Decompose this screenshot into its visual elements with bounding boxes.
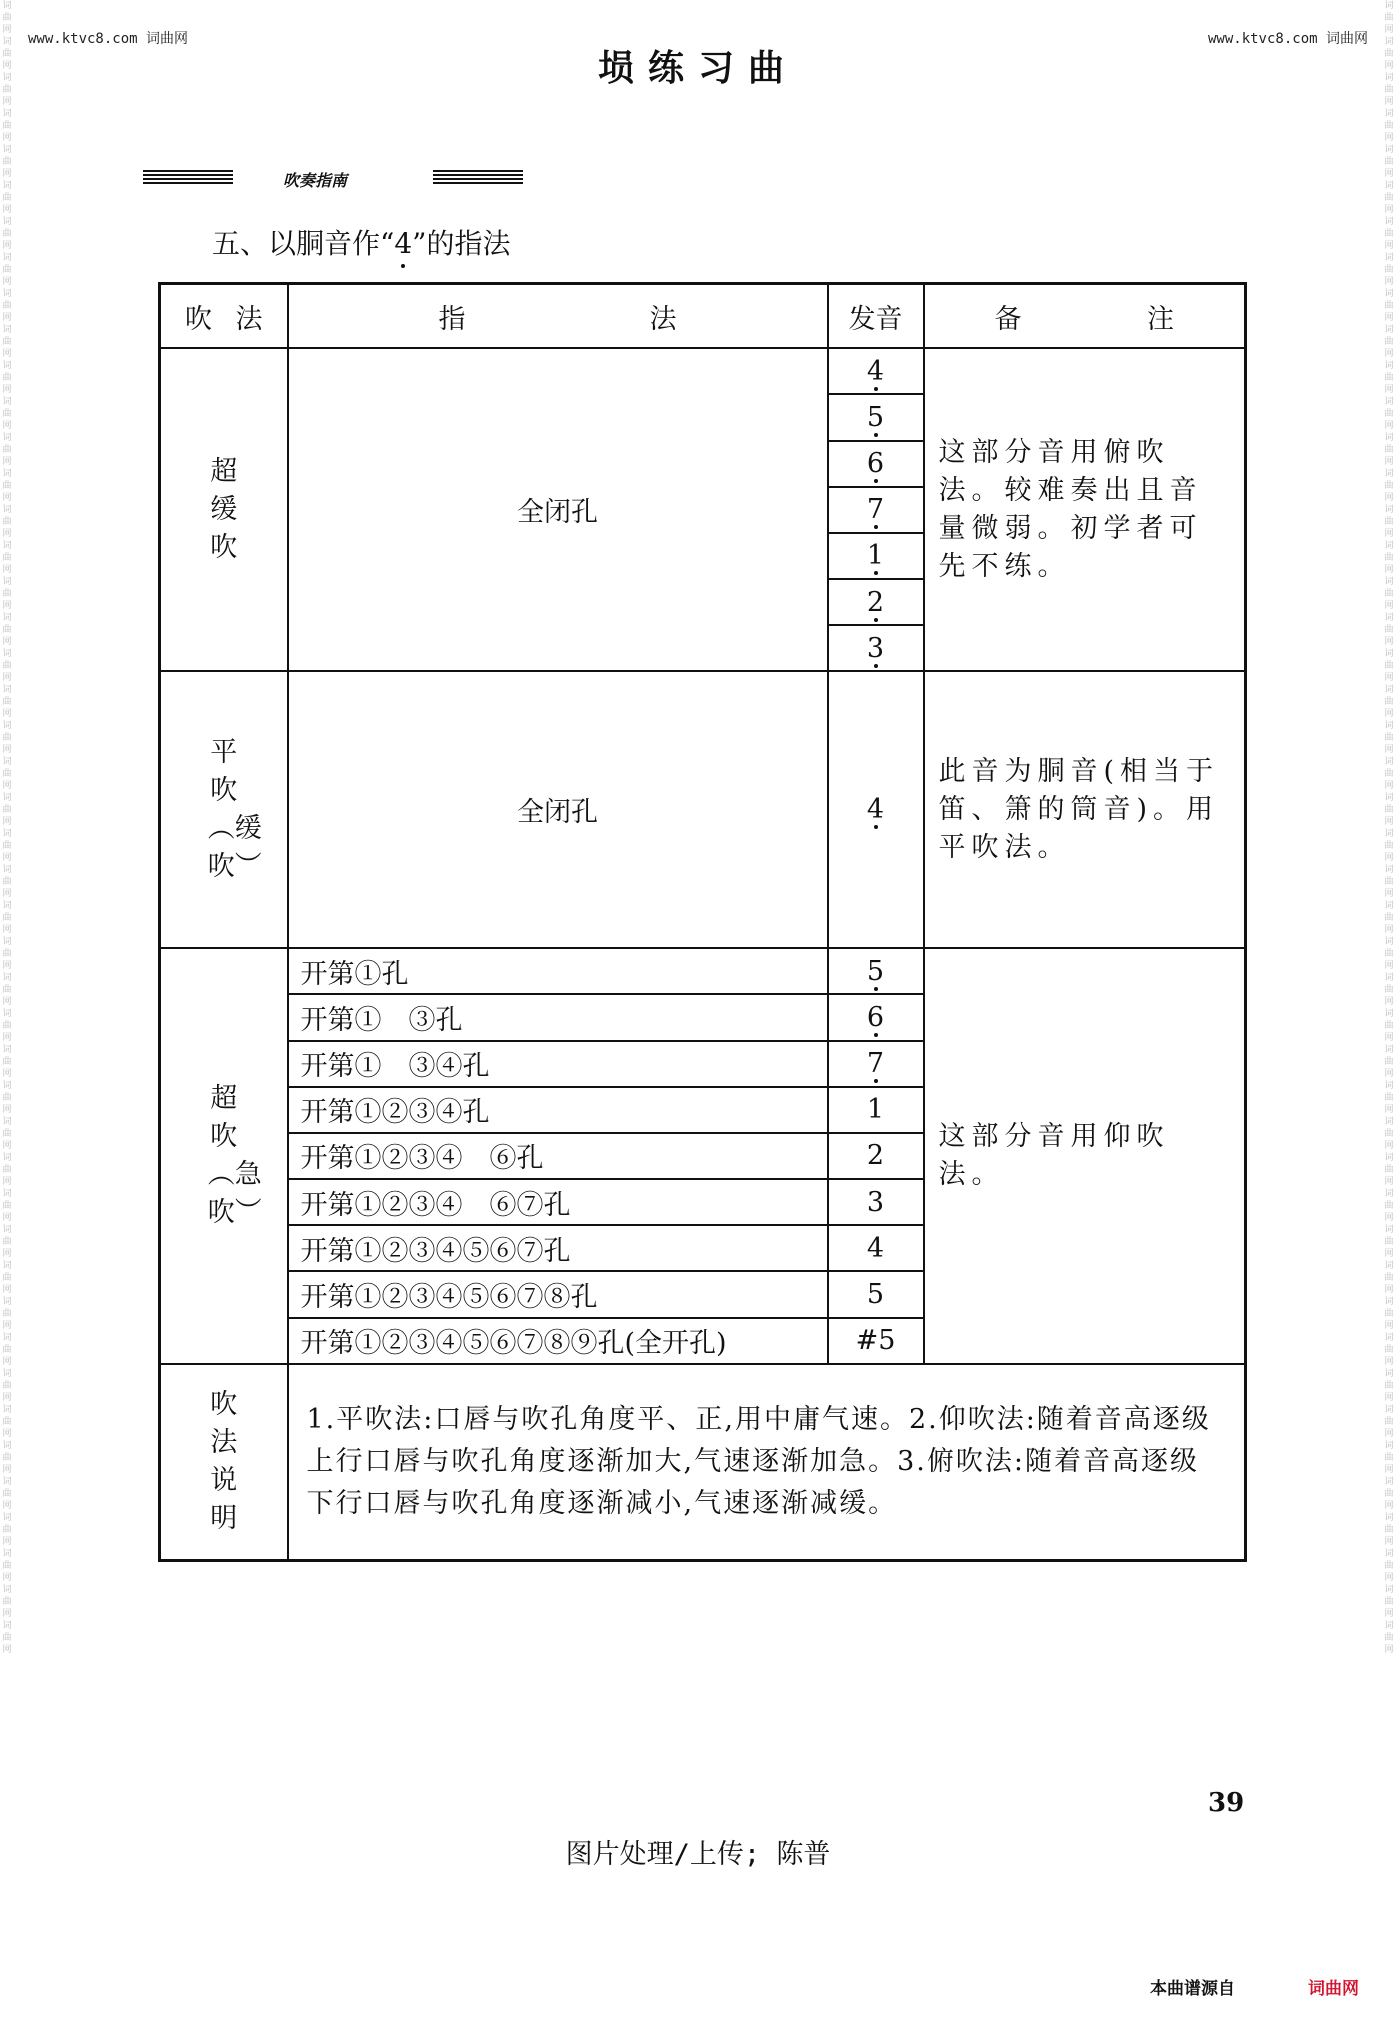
section-label: 吹奏指南 (283, 171, 348, 190)
site-url-right[interactable]: www.ktvc8.com 词曲网 (1207, 31, 1368, 47)
pitch-cell: 1 (828, 1087, 924, 1133)
method-cell: 超吹︵急吹︶ (160, 948, 288, 1363)
method-cell: 平吹︵缓吹︶ (160, 671, 288, 948)
remark-cell: 这部分音用仰吹法。 (924, 948, 1246, 1363)
pitch-cell: 4 (828, 671, 924, 948)
col-remark: 备 注 (924, 284, 1246, 349)
section-heading (212, 222, 510, 262)
source-text: 本曲谱源自 (1150, 1979, 1235, 1999)
pitch-cell: 4 (828, 1225, 924, 1271)
pitch-cell: 3 (828, 1179, 924, 1225)
decorative-lines-left (143, 170, 233, 184)
decorative-lines-right (433, 170, 523, 184)
notes-text: 1.平吹法:口唇与吹孔角度平、正,用中庸气速。2.仰吹法:随着音高逐级上行口唇与吹孔角度逐渐加大,气速逐渐加急。3.俯吹法:随着音高逐级下行口唇与吹孔角度逐渐减小,气速逐渐减缓。 (288, 1364, 1246, 1561)
fingering-cell: 全闭孔 (288, 348, 828, 671)
pitch-cell: 4 (828, 348, 924, 394)
pitch-cell: 6 (828, 441, 924, 487)
pitch-cell: 1 (828, 533, 924, 579)
table-header-row (160, 284, 1246, 349)
site-url-left[interactable]: www.ktvc8.com 词曲网 (28, 31, 189, 47)
method-cell: 超缓吹 (160, 348, 288, 671)
table-row (160, 948, 1246, 994)
pitch-cell: 7 (828, 1041, 924, 1087)
fingering-cell: 开第①②③④⑤⑥⑦⑧孔 (288, 1271, 828, 1317)
table-row (160, 348, 1246, 394)
section-band (143, 168, 523, 188)
fingering-cell: 开第①②③④⑤⑥⑦⑧⑨孔(全开孔) (288, 1318, 828, 1364)
fingering-cell: 开第① ③④孔 (288, 1041, 828, 1087)
pitch-cell: 5 (828, 948, 924, 994)
table-row (160, 1364, 1246, 1561)
pitch-cell: 6 (828, 994, 924, 1040)
table-row (160, 671, 1246, 948)
heading-suffix: ”的指法 (412, 227, 511, 260)
book-title: 埙练习曲 (597, 47, 798, 89)
fingering-cell: 开第①②③④孔 (288, 1087, 828, 1133)
pitch-cell: #5 (828, 1318, 924, 1364)
page-number: 39 (1208, 1788, 1245, 1818)
fingering-cell: 开第①孔 (288, 948, 828, 994)
fingering-cell: 全闭孔 (288, 671, 828, 948)
pitch-cell: 7 (828, 487, 924, 533)
col-fingering: 指 法 (288, 284, 828, 349)
heading-prefix: 五、以胴音作“ (212, 227, 395, 260)
pitch-cell: 5 (828, 394, 924, 440)
fingering-table (158, 282, 1247, 1562)
pitch-cell: 3 (828, 625, 924, 671)
side-watermark-left: 词曲网词曲网词曲网词曲网词曲网词曲网词曲网词曲网词曲网词曲网词曲网词曲网词曲网词曲网词曲网词曲网词曲网词曲网词曲网词曲网词曲网词曲网词曲网词曲网词曲网词曲网词曲网词曲网词曲网词曲网词曲网词曲网词曲网词曲网词曲网词曲网词曲网词曲网词曲网词曲网词曲网词曲网词曲网词曲网词曲网词曲网 (2, 1, 12, 1655)
col-method: 吹 法 (160, 284, 288, 349)
fingering-cell: 开第①②③④⑤⑥⑦孔 (288, 1225, 828, 1271)
pitch-cell: 2 (828, 1133, 924, 1179)
col-pitch: 发音 (828, 284, 924, 349)
site-logo[interactable]: 词曲网 (1308, 1979, 1359, 1999)
method-cell: 吹法说明 (160, 1364, 288, 1561)
credit-line: 图片处理/上传; 陈普 (565, 1839, 831, 1870)
heading-digit: 4 (394, 227, 413, 260)
pitch-cell: 5 (828, 1271, 924, 1317)
remark-cell: 这部分音用俯吹法。较难奏出且音量微弱。初学者可先不练。 (924, 348, 1246, 671)
fingering-cell: 开第① ③孔 (288, 994, 828, 1040)
remark-cell: 此音为胴音(相当于笛、箫的筒音)。用平吹法。 (924, 671, 1246, 948)
side-watermark-right: 词曲网词曲网词曲网词曲网词曲网词曲网词曲网词曲网词曲网词曲网词曲网词曲网词曲网词曲网词曲网词曲网词曲网词曲网词曲网词曲网词曲网词曲网词曲网词曲网词曲网词曲网词曲网词曲网词曲网词曲网词曲网词曲网词曲网词曲网词曲网词曲网词曲网词曲网词曲网词曲网词曲网词曲网词曲网词曲网词曲网词曲网 (1384, 1, 1394, 1655)
fingering-cell: 开第①②③④ ⑥孔 (288, 1133, 828, 1179)
fingering-cell: 开第①②③④ ⑥⑦孔 (288, 1179, 828, 1225)
pitch-cell: 2 (828, 579, 924, 625)
